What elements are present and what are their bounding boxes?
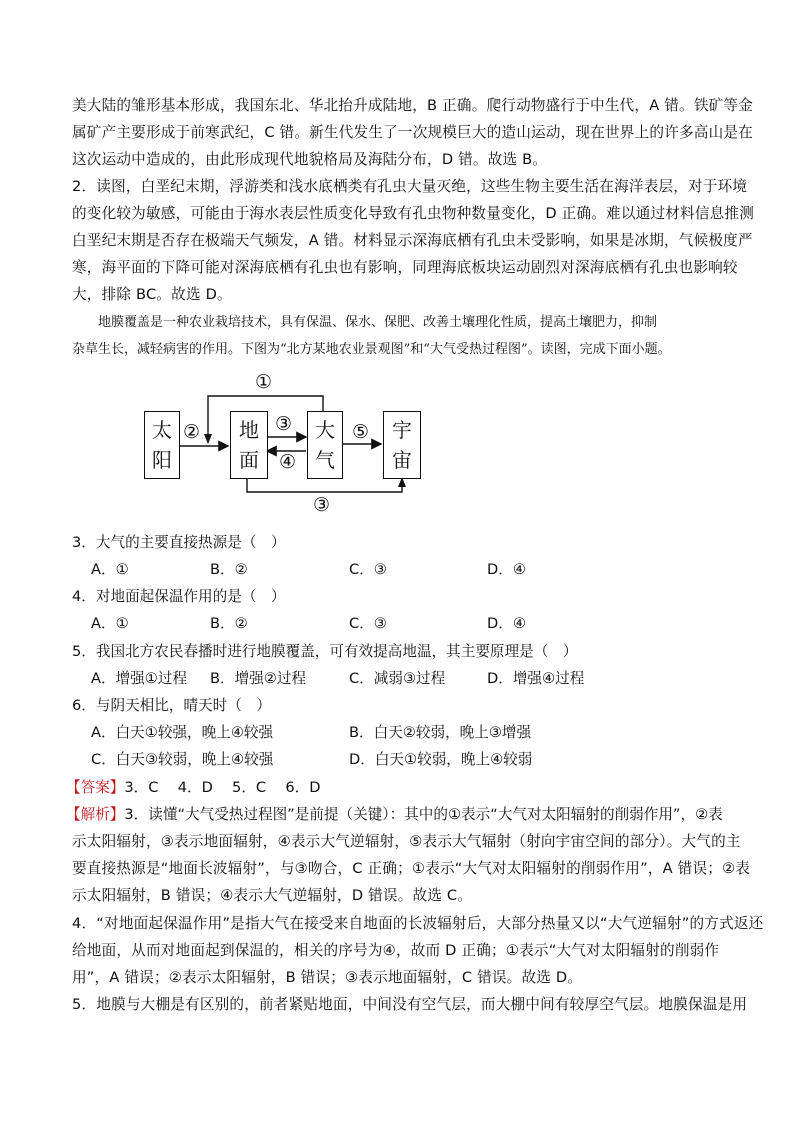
explanation-line: 属矿产主要形成于前寒武纪，C 错。新生代发生了一次规模巨大的造山运动，现在世界上的许多高山是在 (72, 124, 753, 141)
analysis-line: 要直接热源是“地面长波辐射”，与③吻合，C 正确；①表示“大气对太阳辐射的削弱作用”，A 错误；②表 (72, 860, 751, 877)
explanation-line: 美大陆的雏形基本形成，我国东北、华北抬升成陆地，B 正确。爬行动物盛行于中生代，A 错。铁矿等金 (72, 97, 754, 114)
atmosphere-label-1: 大 (315, 418, 335, 442)
q6-option-b[interactable]: B．白天②较弱，晚上③增强 (349, 724, 532, 741)
sun-label-2: 阳 (152, 448, 172, 472)
label-3-bottom: ③ (313, 494, 331, 516)
space-label-2: 宙 (392, 448, 412, 472)
explanation-line: 2．读图，白垩纪末期，浮游类和浅水底栖类有孔虫大量灭绝，这些生物主要生活在海洋表层，对于环境 (72, 178, 748, 195)
q3-option-b[interactable]: B．② (210, 561, 248, 578)
label-2: ② (183, 421, 201, 443)
q6-option-c[interactable]: C．白天③较弱，晚上④较强 (91, 751, 274, 768)
question-6-stem: 6．与阴天相比，晴天时（ ） (72, 697, 272, 714)
material-line: 地膜覆盖是一种农业栽培技术，具有保温、保水、保肥、改善土壤理化性质，提高土壤肥力，抑制 (72, 315, 658, 330)
explanation-line: 白垩纪末期是否存在极端天气频发，A 错。材料显示深海底栖有孔虫未受影响，如果是冰期，气候极度严 (72, 232, 753, 249)
arrow-3-bottom (247, 477, 402, 492)
space-box (383, 411, 421, 479)
atmosphere-label-2: 气 (315, 448, 335, 472)
analysis-line: 5．地膜与大棚是有区别的，前者紧贴地面，中间没有空气层，而大棚中间有较厚空气层。地膜保温是用 (72, 996, 748, 1013)
arrow-1 (208, 396, 323, 442)
label-5: ⑤ (352, 421, 370, 443)
analysis-line: 用”，A 错误；②表示太阳辐射，B 错误；③表示地面辐射，C 错误。故选 D。 (72, 969, 583, 986)
space-label-1: 宇 (392, 418, 412, 442)
label-1: ① (255, 371, 273, 393)
analysis-line: 示太阳辐射，③表示地面辐射，④表示大气逆辐射，⑤表示大气辐射（射向宇宙空间的部分）。大气的主 (72, 833, 741, 850)
ground-box (230, 411, 268, 479)
explanation-line: 大，排除 BC。故选 D。 (72, 286, 232, 303)
q3-option-a[interactable]: A．① (91, 561, 129, 578)
analysis-line: 给地面，从而对地面起到保温的，相关的序号为④，故而 D 正确；①表示“大气对太阳辐射的削弱作 (72, 942, 720, 959)
q4-option-a[interactable]: A．① (91, 615, 129, 632)
analysis-label: 【解析】 (66, 806, 125, 823)
question-5-stem: 5．我国北方农民春播时进行地膜覆盖，可有效提高地温，其主要原理是（ ） (72, 643, 578, 660)
q5-option-a[interactable]: A．增强①过程 (91, 670, 188, 687)
ground-label-1: 地 (239, 418, 259, 442)
sun-box (144, 411, 180, 479)
q5-option-b[interactable]: B．增强②过程 (210, 670, 307, 687)
answer-label: 【答案】 (66, 779, 125, 796)
analysis-line (66, 801, 723, 828)
q4-option-b[interactable]: B．② (210, 615, 248, 632)
q4-option-c[interactable]: C．③ (349, 615, 387, 632)
explanation-line: 寒，海平面的下降可能对深海底栖有孔虫也有影响，同理海底板块运动剧烈对深海底栖有孔虫也影响较 (72, 259, 738, 276)
ground-label-2: 面 (239, 448, 259, 472)
analysis-text: 3．读懂“大气受热过程图”是前提（关键）：其中的①表示“大气对太阳辐射的削弱作用”，②表 (124, 806, 723, 823)
explanation-line: 这次运动中造成的，由此形成现代地貌格局及海陆分布，D 错。故选 B。 (72, 151, 548, 168)
analysis-line: 示太阳辐射，B 错误；④表示大气逆辐射，D 错误。故选 C。 (72, 887, 473, 904)
explanation-line: 的变化较为敏感，可能由于海水表层性质变化导致有孔虫物种数量变化，D 正确。难以通过材料信息推测 (72, 205, 754, 222)
answer-line (66, 774, 320, 801)
material-line: 杂草生长，减轻病害的作用。下图为“北方某地农业景观图”和“大气受热过程图”。读图，完成下面小题。 (72, 342, 671, 357)
q3-option-c[interactable]: C．③ (349, 561, 387, 578)
sun-label-1: 太 (152, 418, 172, 442)
label-4: ④ (279, 451, 297, 473)
q6-option-a[interactable]: A．白天①较强，晚上④较强 (91, 724, 274, 741)
question-4-stem: 4．对地面起保温作用的是（ ） (72, 588, 286, 605)
q6-option-d[interactable]: D．白天①较弱，晚上④较弱 (349, 751, 533, 768)
q5-option-c[interactable]: C．减弱③过程 (349, 670, 446, 687)
atmosphere-box (307, 411, 343, 479)
q3-option-d[interactable]: D．④ (487, 561, 526, 578)
question-3-stem: 3．大气的主要直接热源是（ ） (72, 534, 286, 551)
answer-text: 3．C 4．D 5．C 6．D (124, 779, 321, 796)
label-3-top: ③ (275, 413, 293, 435)
analysis-line: 4．“对地面起保温作用”是指大气在接受来自地面的长波辐射后，大部分热量又以“大气逆辐射”的方式返还 (72, 915, 764, 932)
q5-option-d[interactable]: D．增强④过程 (487, 670, 585, 687)
q4-option-d[interactable]: D．④ (487, 615, 526, 632)
